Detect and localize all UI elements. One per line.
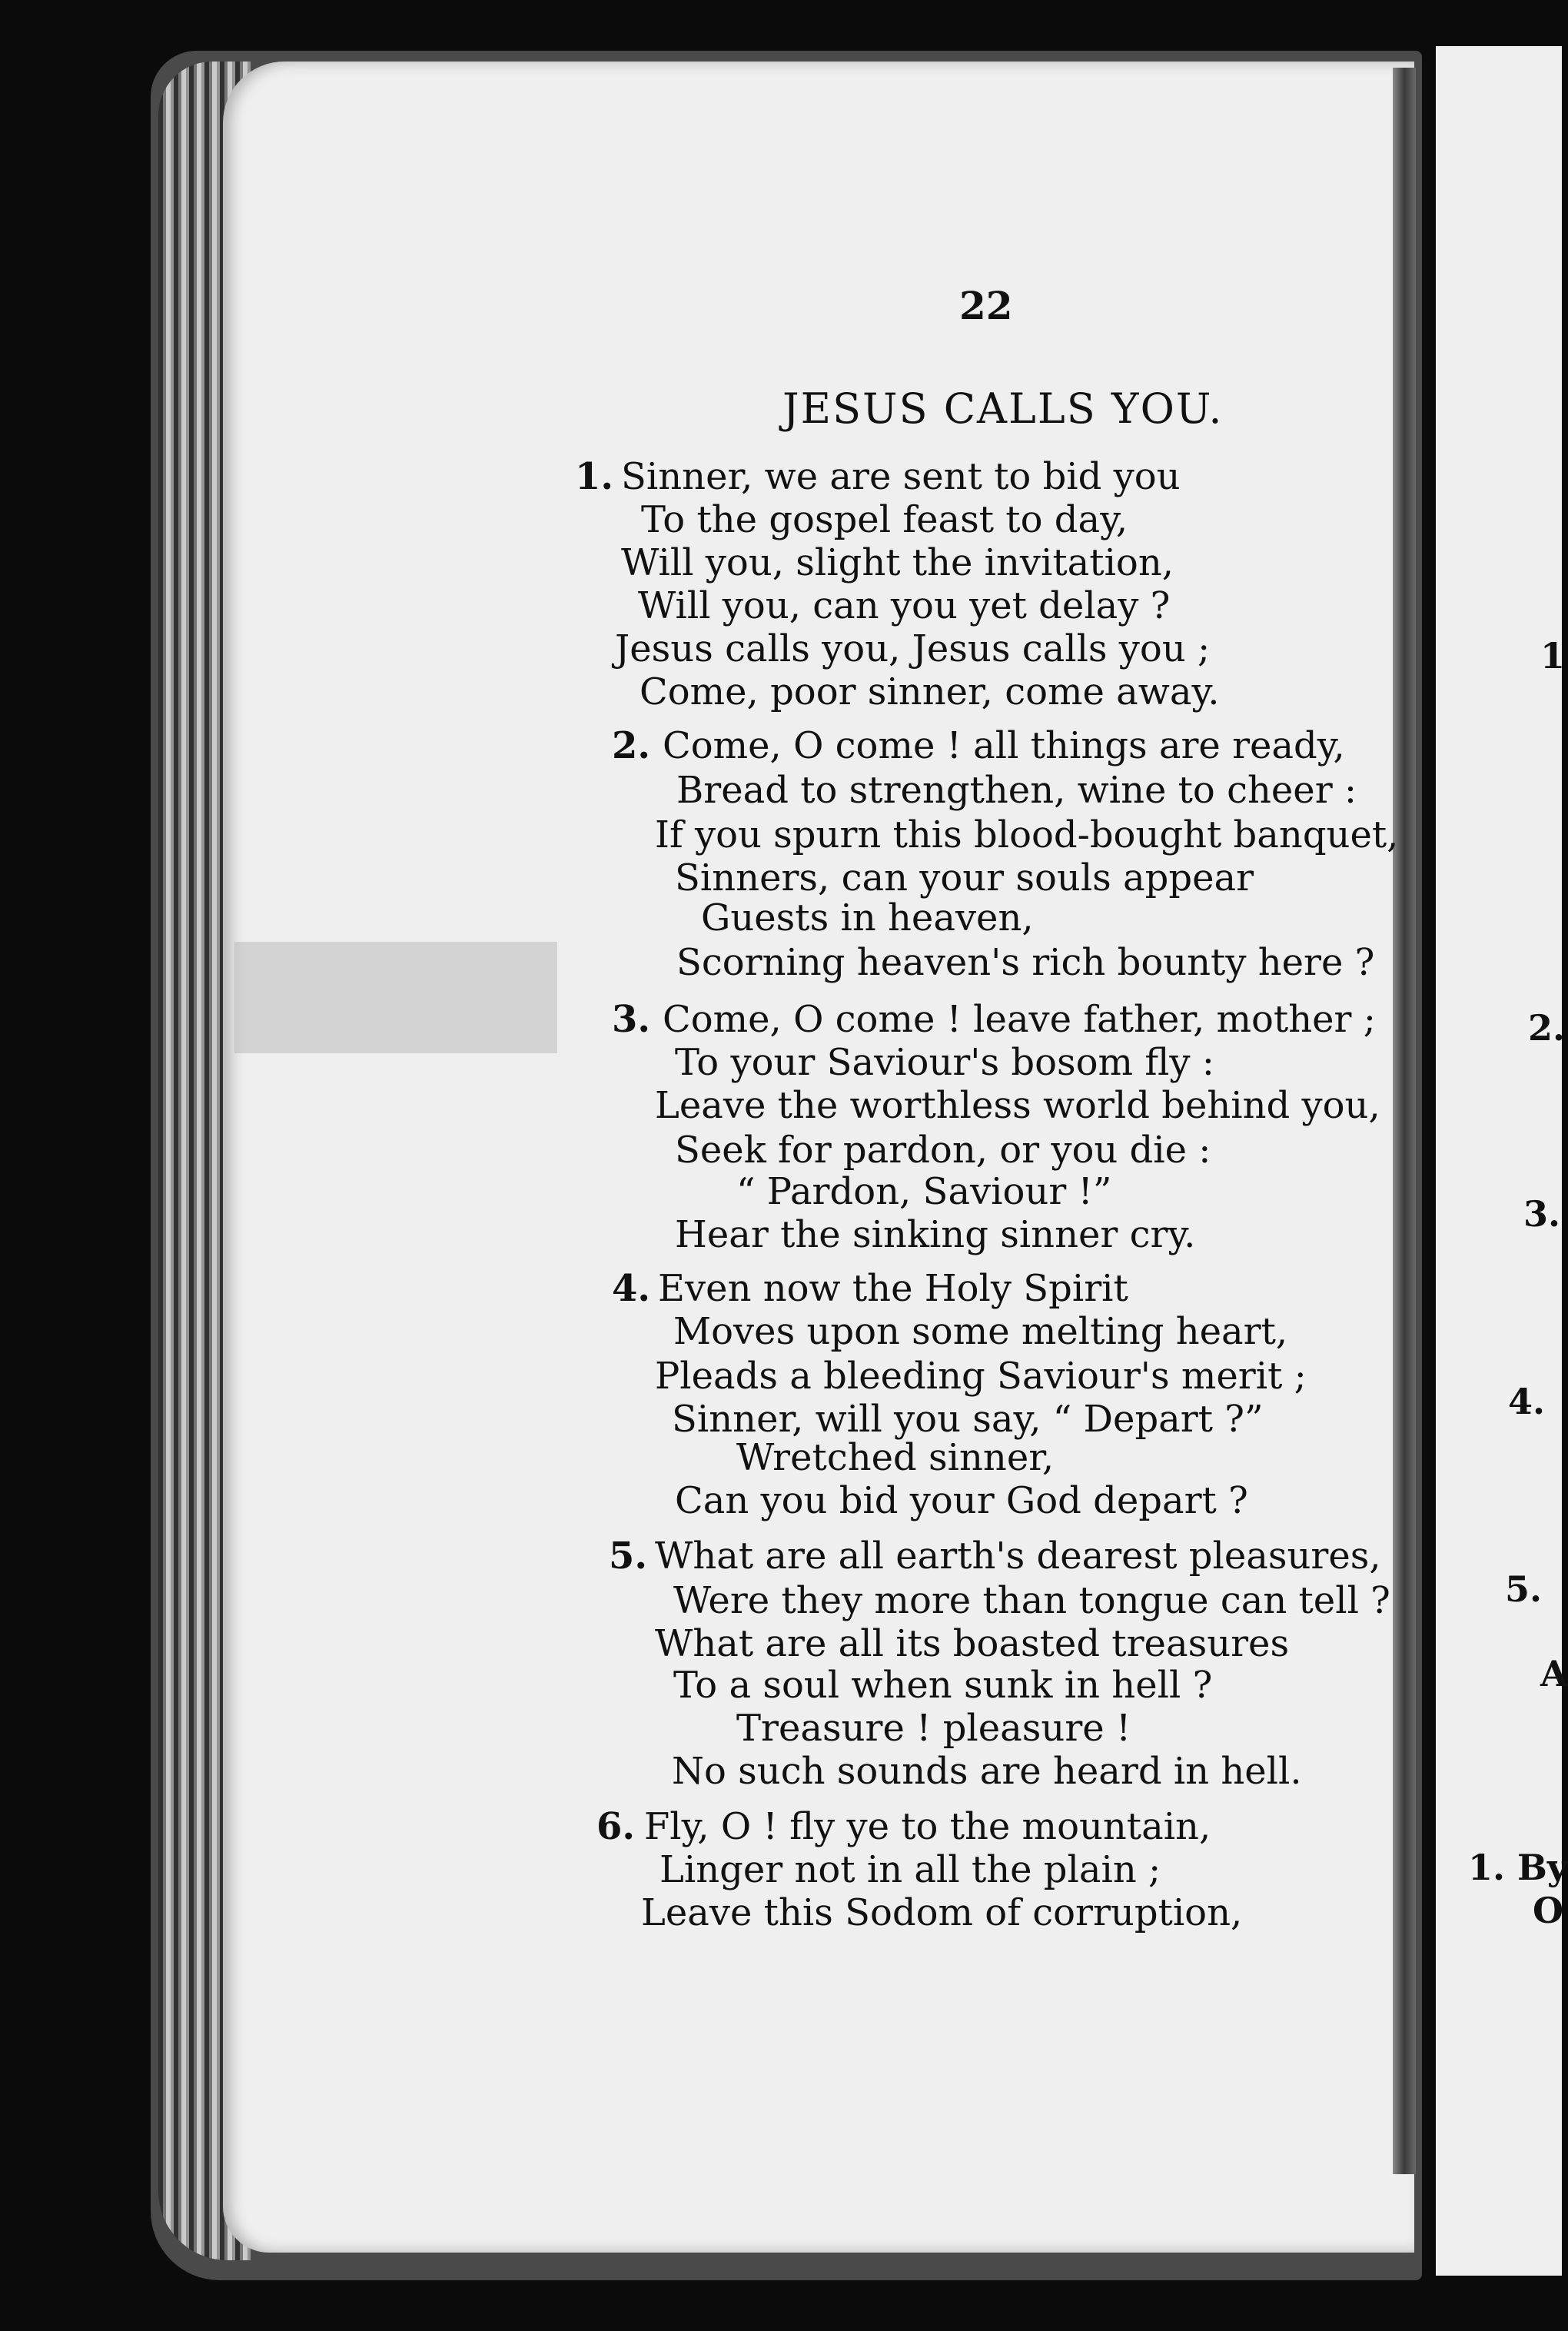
verse-number: 4. xyxy=(612,1267,651,1310)
verse-line: “ Pardon, Saviour !” xyxy=(736,1170,1112,1213)
verse-line: Treasure ! pleasure ! xyxy=(736,1707,1131,1750)
hymn-title: JESUS CALLS YOU. xyxy=(782,384,1224,433)
verse-line: Guests in heaven, xyxy=(701,896,1034,939)
verse-line: What are all earth's dearest pleasures, xyxy=(655,1535,1381,1578)
right-page xyxy=(1436,46,1562,2276)
verse-line: Come, poor sinner, come away. xyxy=(639,670,1220,713)
right-page-fragment: 4. xyxy=(1508,1381,1546,1422)
right-page-fragment: 3. xyxy=(1523,1193,1561,1235)
verse-line: To the gospel feast to day, xyxy=(641,498,1128,541)
verse-line: No such sounds are heard in hell. xyxy=(672,1750,1302,1793)
verse-line: Come, O come ! leave father, mother ; xyxy=(663,998,1376,1041)
verse-line: Sinners, can your souls appear xyxy=(675,856,1254,899)
verse-line: Hear the sinking sinner cry. xyxy=(675,1213,1196,1256)
verse-line: Scorning heaven's rich bounty here ? xyxy=(676,941,1375,984)
verse-line: Bread to strengthen, wine to cheer : xyxy=(676,769,1357,812)
verse-line: Even now the Holy Spirit xyxy=(658,1267,1128,1310)
verse-line: Were they more than tongue can tell ? xyxy=(673,1579,1390,1622)
verse-line: Moves upon some melting heart, xyxy=(673,1310,1288,1353)
verse-line: Will you, can you yet delay ? xyxy=(638,584,1171,627)
verse-line: If you spurn this blood-bought banquet, xyxy=(655,813,1399,856)
right-page-fragment: 1. By xyxy=(1468,1847,1568,1888)
verse-line: Sinner, will you say, “ Depart ?” xyxy=(672,1398,1264,1441)
right-page-fragment: O xyxy=(1533,1890,1564,1931)
right-page-fragment: A xyxy=(1540,1653,1568,1694)
verse-number: 2. xyxy=(612,724,651,767)
verse-line: Linger not in all the plain ; xyxy=(659,1848,1161,1891)
verse-line: Fly, O ! fly ye to the mountain, xyxy=(644,1805,1211,1848)
verse-line: Can you bid your God depart ? xyxy=(675,1479,1248,1522)
right-page-fragment: 1 xyxy=(1540,635,1566,677)
right-page-fragment: 5. xyxy=(1505,1568,1543,1610)
verse-line: What are all its boasted treasures xyxy=(655,1622,1290,1665)
verse-line: Come, O come ! all things are ready, xyxy=(663,724,1345,767)
verse-line: Leave this Sodom of corruption, xyxy=(641,1891,1243,1934)
verse-number: 3. xyxy=(612,998,651,1041)
verse-line: To your Saviour's bosom fly : xyxy=(675,1041,1214,1084)
verse-line: Pleads a bleeding Saviour's merit ; xyxy=(655,1355,1307,1398)
verse-number: 6. xyxy=(596,1805,636,1848)
paper-stain xyxy=(234,942,557,1053)
verse-line: Leave the worthless world behind you, xyxy=(655,1084,1380,1127)
verse-line: Jesus calls you, Jesus calls you ; xyxy=(615,627,1211,670)
verse-line: Seek for pardon, or you die : xyxy=(675,1129,1211,1172)
verse-number: 1. xyxy=(575,455,614,498)
right-page-fragment: 2. xyxy=(1528,1007,1566,1049)
verse-line: Wretched sinner, xyxy=(736,1436,1055,1479)
verse-line: Sinner, we are sent to bid you xyxy=(621,455,1181,498)
verse-line: Will you, slight the invitation, xyxy=(621,541,1174,584)
page-number: 22 xyxy=(959,283,1013,328)
verse-number: 5. xyxy=(609,1535,648,1578)
verse-line: To a soul when sunk in hell ? xyxy=(673,1664,1213,1707)
book-spine xyxy=(1393,68,1416,2174)
